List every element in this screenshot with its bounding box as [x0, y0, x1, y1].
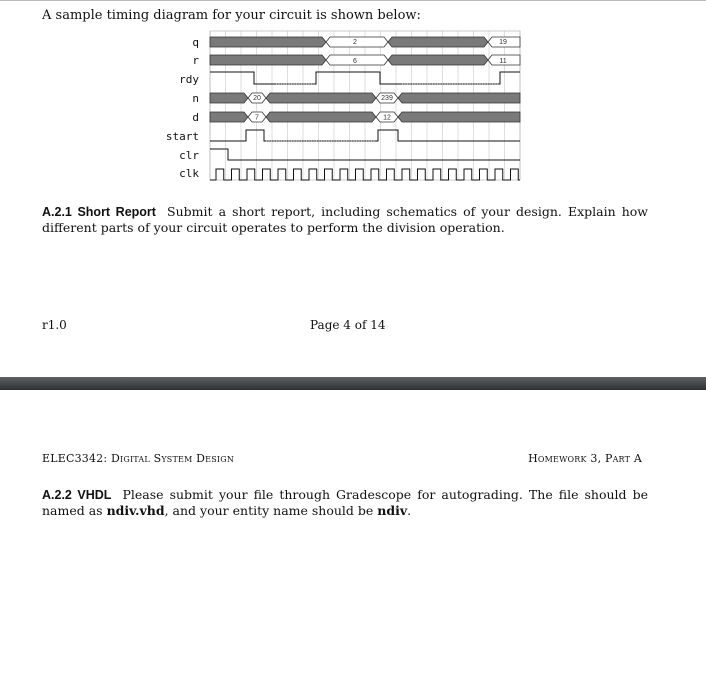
- r-value-1: 6: [353, 58, 357, 65]
- signal-label-d: d: [192, 111, 199, 124]
- signal-r-waveform: [210, 55, 520, 65]
- signal-label-rdy: rdy: [179, 73, 199, 86]
- footer-version: r1.0: [42, 318, 67, 332]
- section-a22-text-2: , and your entity name should be: [164, 503, 378, 518]
- d-value-1: 7: [255, 114, 259, 122]
- section-a22: [42, 487, 648, 519]
- vhdl-filename: ndiv.vhd: [106, 503, 165, 518]
- diagram-grid: [210, 31, 520, 180]
- timing-diagram: [0, 0, 706, 200]
- signal-label-q: q: [192, 36, 199, 49]
- timing-diagram-intro: A sample timing diagram for your circuit is shown below:: [42, 8, 421, 23]
- entity-name: ndiv: [377, 503, 408, 518]
- signal-q-waveform: [210, 37, 520, 47]
- page-separator: [0, 377, 706, 390]
- d-value-2: 12: [383, 114, 391, 122]
- section-a21: [42, 204, 648, 236]
- signal-label-start: start: [165, 130, 199, 143]
- running-header-assignment: Homework 3, Part A: [528, 452, 642, 465]
- signal-label-r: r: [192, 54, 199, 67]
- page-5: [0, 390, 706, 673]
- signal-label-n: n: [192, 92, 199, 105]
- n-value-2: 239: [381, 95, 393, 102]
- section-a22-text-3: .: [407, 503, 412, 518]
- r-value-2: 11: [499, 58, 507, 65]
- section-a22-text-1: Please submit your file through Gradescope for autograding. The file should be named as: [42, 487, 648, 518]
- signal-label-clr: clr: [179, 149, 199, 162]
- running-header-course: ELEC3342: Digital System Design: [42, 452, 235, 465]
- n-value-1: 20: [253, 95, 261, 102]
- footer-page-number: Page 4 of 14: [310, 318, 386, 332]
- q-value-2: 19: [499, 39, 507, 46]
- signal-label-clk: clk: [179, 167, 199, 180]
- section-a21-text: Submit a short report, including schematics of your design. Explain how different parts of your circuit operates to perform the division operation.: [42, 204, 648, 235]
- q-value-1: 2: [353, 39, 357, 46]
- section-a22-heading: A.2.2 VHDL: [42, 488, 112, 502]
- section-a21-heading: A.2.1 Short Report: [42, 205, 156, 219]
